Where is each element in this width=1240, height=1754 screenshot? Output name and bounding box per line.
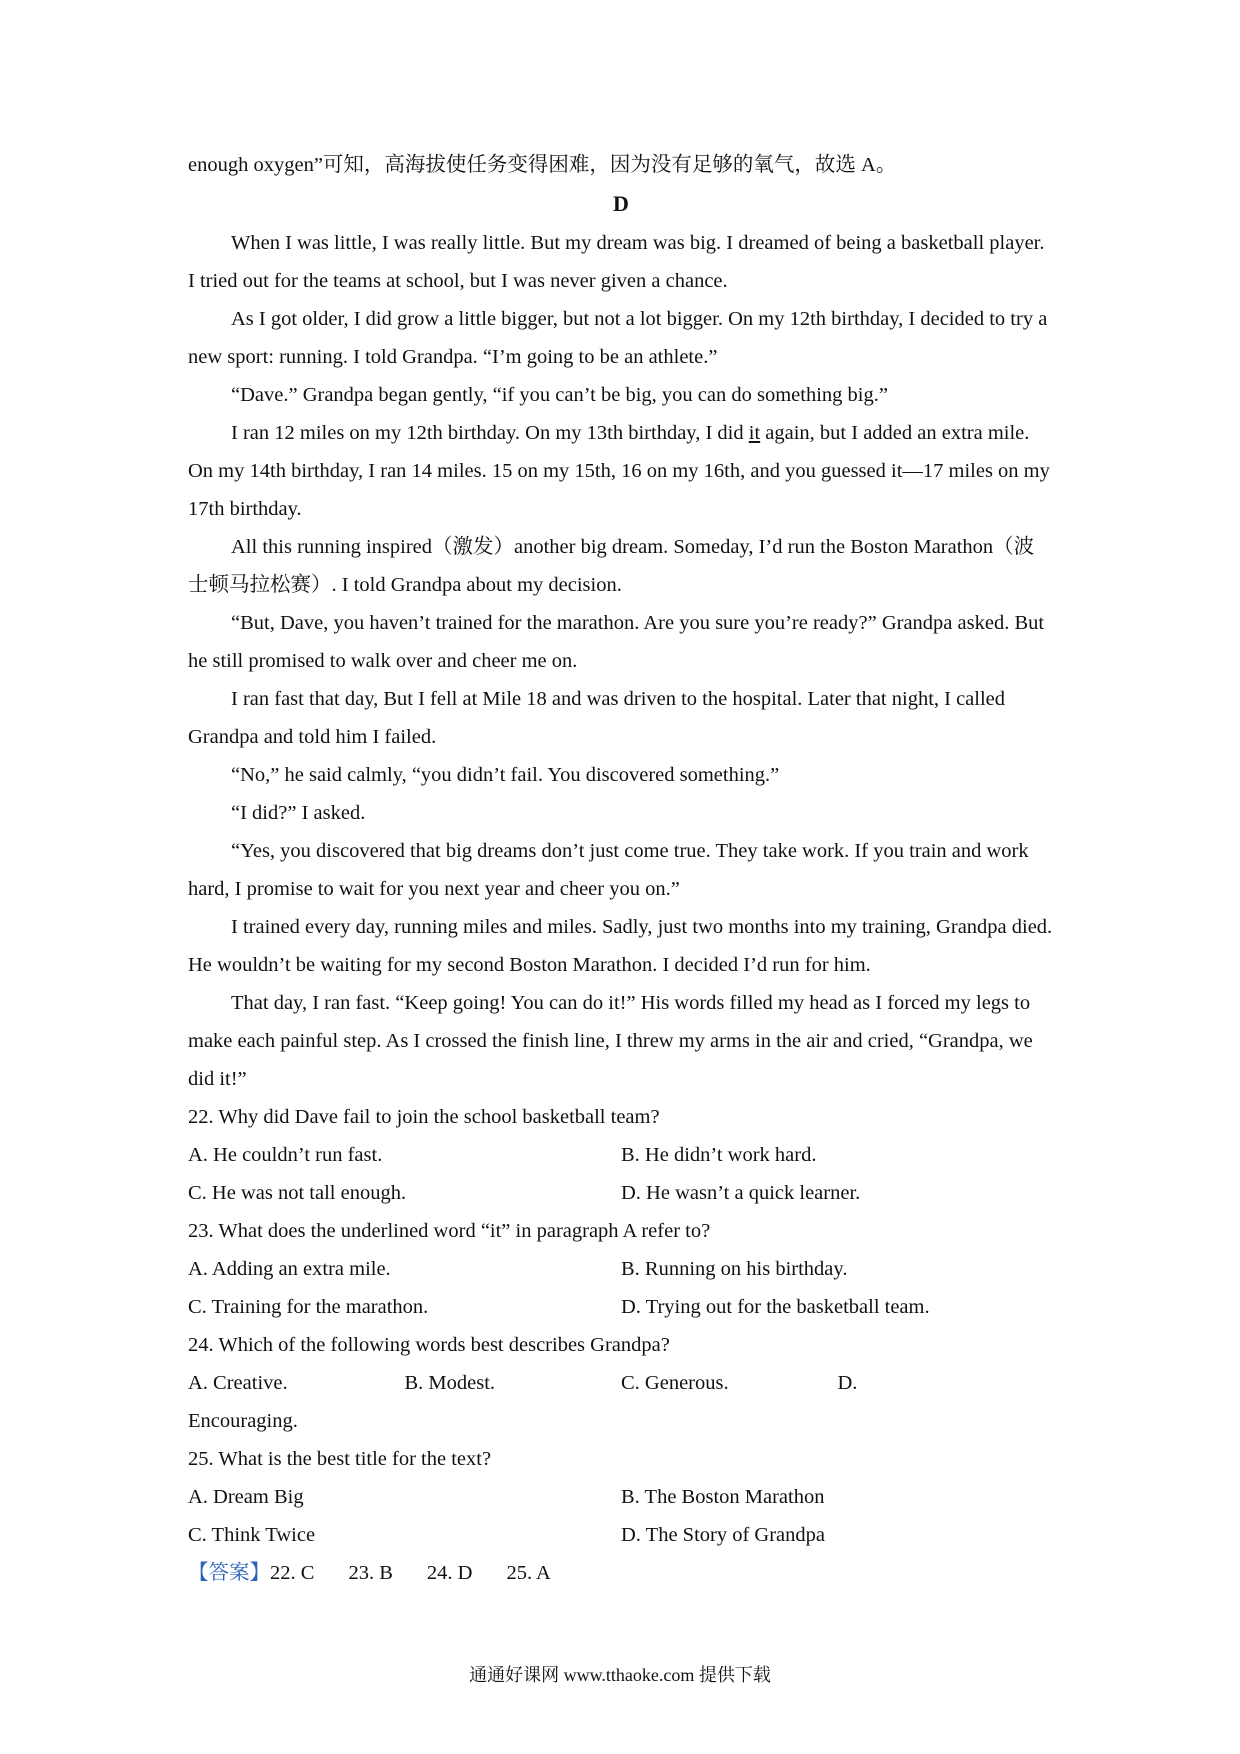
- passage-paragraph-6: “But, Dave, you haven’t trained for the marathon. Are you sure you’re ready?” Grandpa asked. But he still promised to walk over and cheer me on.: [188, 612, 1045, 672]
- question-25-option-d: D. The Story of Grandpa: [621, 1524, 826, 1546]
- question-25-stem: 25. What is the best title for the text?: [188, 1448, 492, 1470]
- question-22-option-a: A. He couldn’t run fast.: [188, 1144, 383, 1166]
- question-25-option-c: C. Think Twice: [188, 1524, 316, 1546]
- question-22-option-d: D. He wasn’t a quick learner.: [621, 1182, 861, 1204]
- passage-paragraph-7: I ran fast that day, But I fell at Mile 18 and was driven to the hospital. Later that night, I called Grandpa and told him I failed.: [188, 688, 1006, 748]
- question-25-option-a: A. Dream Big: [188, 1486, 304, 1508]
- answer-tag: 【答案】: [188, 1562, 270, 1584]
- question-22-stem: 22. Why did Dave fail to join the school basketball team?: [188, 1106, 660, 1128]
- passage-paragraph-4: [188, 414, 1054, 528]
- question-23-option-b: B. Running on his birthday.: [621, 1258, 848, 1280]
- question-22-option-c: C. He was not tall enough.: [188, 1182, 407, 1204]
- question-24-option-d: D.: [837, 1372, 858, 1394]
- question-23-options-row-2: [188, 1288, 1054, 1326]
- passage-paragraph-12: That day, I ran fast. “Keep going! You can do it!” His words filled my head as I forced my legs to make each painful step. As I crossed the finish line, I threw my arms in the air and cried, “Grandpa, we did it!”: [188, 992, 1033, 1090]
- passage-paragraph-5: All this running inspired（激发）another big dream. Someday, I’d run the Boston Marathon（波士顿马拉松赛）. I told Grandpa about my decision.: [188, 536, 1035, 596]
- passage-paragraph-10: “Yes, you discovered that big dreams don’t just come true. They take work. If you train and work hard, I promise to wait for you next year and cheer you on.”: [188, 840, 1029, 900]
- passage-paragraph-2: As I got older, I did grow a little bigger, but not a lot bigger. On my 12th birthday, I decided to try a new sport: running. I told Grandpa. “I’m going to be an athlete.”: [188, 308, 1048, 368]
- question-25-options-row-2: [188, 1516, 1054, 1554]
- question-25-option-b: B. The Boston Marathon: [621, 1486, 825, 1508]
- question-24-stem: 24. Which of the following words best describes Grandpa?: [188, 1334, 670, 1356]
- question-24-option-c: C. Generous.: [621, 1372, 729, 1394]
- paragraph-4-text-before: I ran 12 miles on my 12th birthday. On my 13th birthday, I did: [231, 422, 749, 444]
- question-22-option-b: B. He didn’t work hard.: [621, 1144, 817, 1166]
- document-body: [188, 146, 1054, 1592]
- question-23-options-row-1: [188, 1250, 1054, 1288]
- question-24-option-a: A. Creative.: [188, 1372, 288, 1394]
- question-25-options-row-1: [188, 1478, 1054, 1516]
- answer-25: 25. A: [506, 1562, 551, 1584]
- answer-24: 24. D: [426, 1562, 473, 1584]
- question-22-options-row-2: [188, 1174, 1054, 1212]
- question-22-options-row-1: [188, 1136, 1054, 1174]
- question-24-option-d-wrap: Encouraging.: [188, 1410, 298, 1432]
- question-23-option-c: C. Training for the marathon.: [188, 1296, 429, 1318]
- question-24-options-row: [188, 1364, 1054, 1402]
- passage-paragraph-11: I trained every day, running miles and miles. Sadly, just two months into my training, Grandpa died. He wouldn’t be waiting for my second Boston Marathon. I decided I’d run for him.: [188, 916, 1053, 976]
- answer-22: 22. C: [270, 1562, 315, 1584]
- question-23-option-a: A. Adding an extra mile.: [188, 1258, 391, 1280]
- question-24-option-b: B. Modest.: [404, 1372, 496, 1394]
- paragraph-4-text-after: again, but I added an extra mile. On my 14th birthday, I ran 14 miles. 15 on my 15th, 16 on my 16th, and you guessed it—17 miles on my 17th birthday.: [188, 422, 1050, 520]
- passage-paragraph-8: “No,” he said calmly, “you didn’t fail. You discovered something.”: [231, 764, 780, 786]
- passage-paragraph-3: “Dave.” Grandpa began gently, “if you can’t be big, you can do something big.”: [231, 384, 888, 406]
- question-23-option-d: D. Trying out for the basketball team.: [621, 1296, 930, 1318]
- section-title: D: [613, 191, 629, 216]
- answer-23: 23. B: [348, 1562, 393, 1584]
- question-23-stem: 23. What does the underlined word “it” in paragraph A refer to?: [188, 1220, 711, 1242]
- answer-key: [188, 1554, 1054, 1592]
- passage-paragraph-1: When I was little, I was really little. But my dream was big. I dreamed of being a basketball player. I tried out for the teams at school, but I was never given a chance.: [188, 232, 1045, 292]
- intro-line: enough oxygen”可知，高海拔使任务变得困难，因为没有足够的氧气，故选 A。: [188, 154, 897, 176]
- underlined-word-it: it: [748, 422, 761, 444]
- page-footer: 通通好课网 www.tthaoke.com 提供下载: [469, 1665, 771, 1685]
- passage-paragraph-9: “I did?” I asked.: [231, 802, 366, 824]
